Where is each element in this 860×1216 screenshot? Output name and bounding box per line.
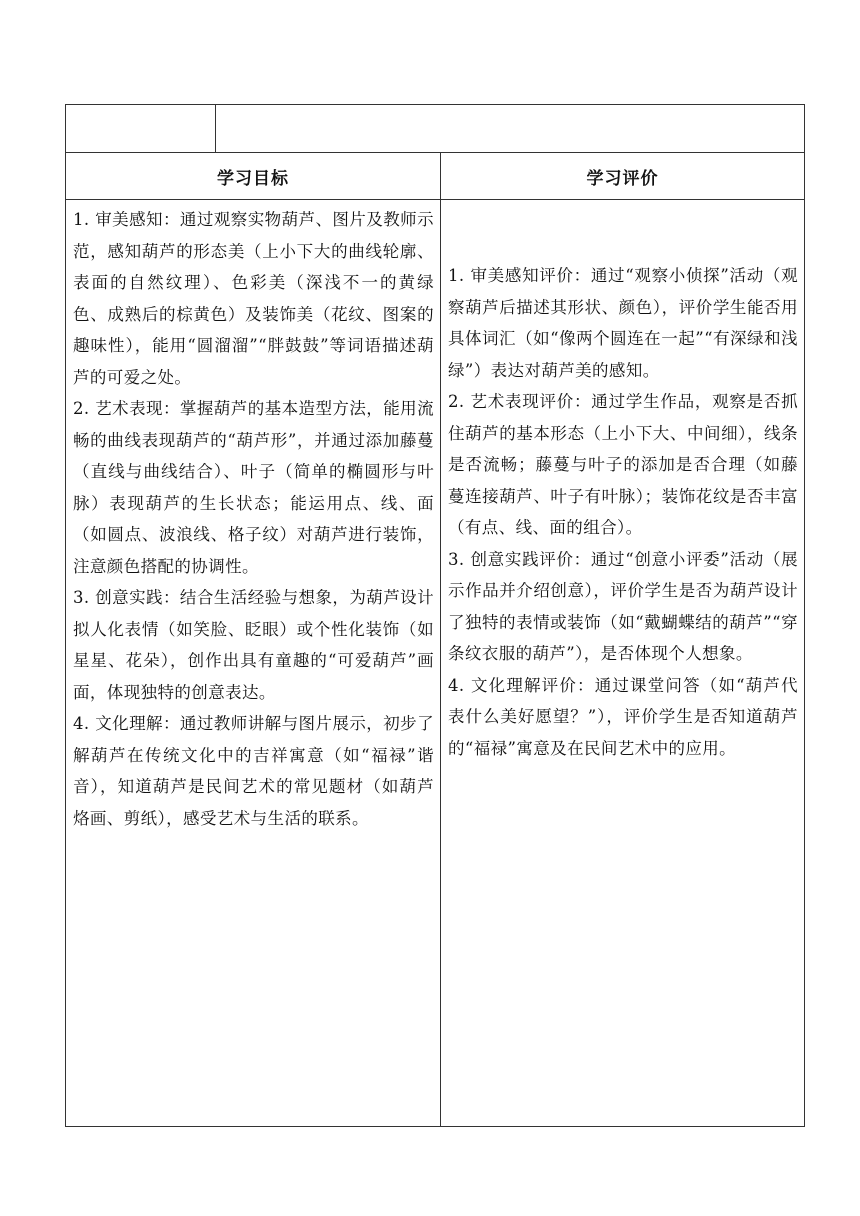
evaluation-header: 学习评价: [441, 153, 805, 200]
lesson-table: [65, 104, 805, 1127]
goal-item-expression: 2. 艺术表现：掌握葫芦的基本造型方法，能用流畅的曲线表现葫芦的“葫芦形”，并通过添加藤蔓（直线与曲线结合）、叶子（简单的椭圆形与叶脉）表现葫芦的生长状态；能运用点、线、面（如圆点、波浪线、格子纹）对葫芦进行装饰，注意颜色搭配的协调性。: [73, 399, 434, 576]
goals-header: 学习目标: [66, 153, 441, 200]
header-row: [66, 105, 805, 153]
goals-cell: [66, 200, 441, 1127]
goal-item-culture: 4. 文化理解：通过教师讲解与图片展示，初步了解葫芦在传统文化中的吉祥寓意（如“福禄”谐音），知道葫芦是民间艺术的常见题材（如葫芦烙画、剪纸），感受艺术与生活的联系。: [73, 714, 434, 828]
goal-item-aesthetic: 1. 审美感知：通过观察实物葫芦、图片及教师示范，感知葫芦的形态美（上小下大的曲线轮廓、表面的自然纹理）、色彩美（深浅不一的黄绿色、成熟后的棕黄色）及装饰美（花纹、图案的趣味性），能用“圆溜溜”“胖鼓鼓”等词语描述葫芦的可爱之处。: [73, 210, 434, 387]
evaluation-item-expression: 2. 艺术表现评价：通过学生作品，观察是否抓住葫芦的基本形态（上小下大、中间细），线条是否流畅；藤蔓与叶子的添加是否合理（如藤蔓连接葫芦、叶子有叶脉）；装饰花纹是否丰富（有点、线、面的组合）。: [448, 392, 798, 537]
column-title-row: [66, 153, 805, 200]
header-right-cell: [216, 105, 805, 153]
content-row: [66, 200, 805, 1127]
evaluation-item-culture: 4. 文化理解评价：通过课堂问答（如“葫芦代表什么美好愿望？”），评价学生是否知道葫芦的“福禄”寓意及在民间艺术中的应用。: [448, 675, 798, 758]
evaluation-item-creativity: 3. 创意实践评价：通过“创意小评委”活动（展示作品并介绍创意），评价学生是否为葫芦设计了独特的表情或装饰（如“戴蝴蝶结的葫芦”“穿条纹衣服的葫芦”），是否体现个人想象。: [448, 549, 798, 663]
evaluation-cell: [441, 200, 805, 1127]
evaluation-item-aesthetic: 1. 审美感知评价：通过“观察小侦探”活动（观察葫芦后描述其形状、颜色），评价学生能否用具体词汇（如“像两个圆连在一起”“有深绿和浅绿”）表达对葫芦美的感知。: [448, 266, 798, 380]
goal-item-creativity: 3. 创意实践：结合生活经验与想象，为葫芦设计拟人化表情（如笑脸、眨眼）或个性化装饰（如星星、花朵），创作出具有童趣的“可爱葫芦”画面，体现独特的创意表达。: [73, 588, 434, 702]
header-left-cell: [66, 105, 216, 153]
